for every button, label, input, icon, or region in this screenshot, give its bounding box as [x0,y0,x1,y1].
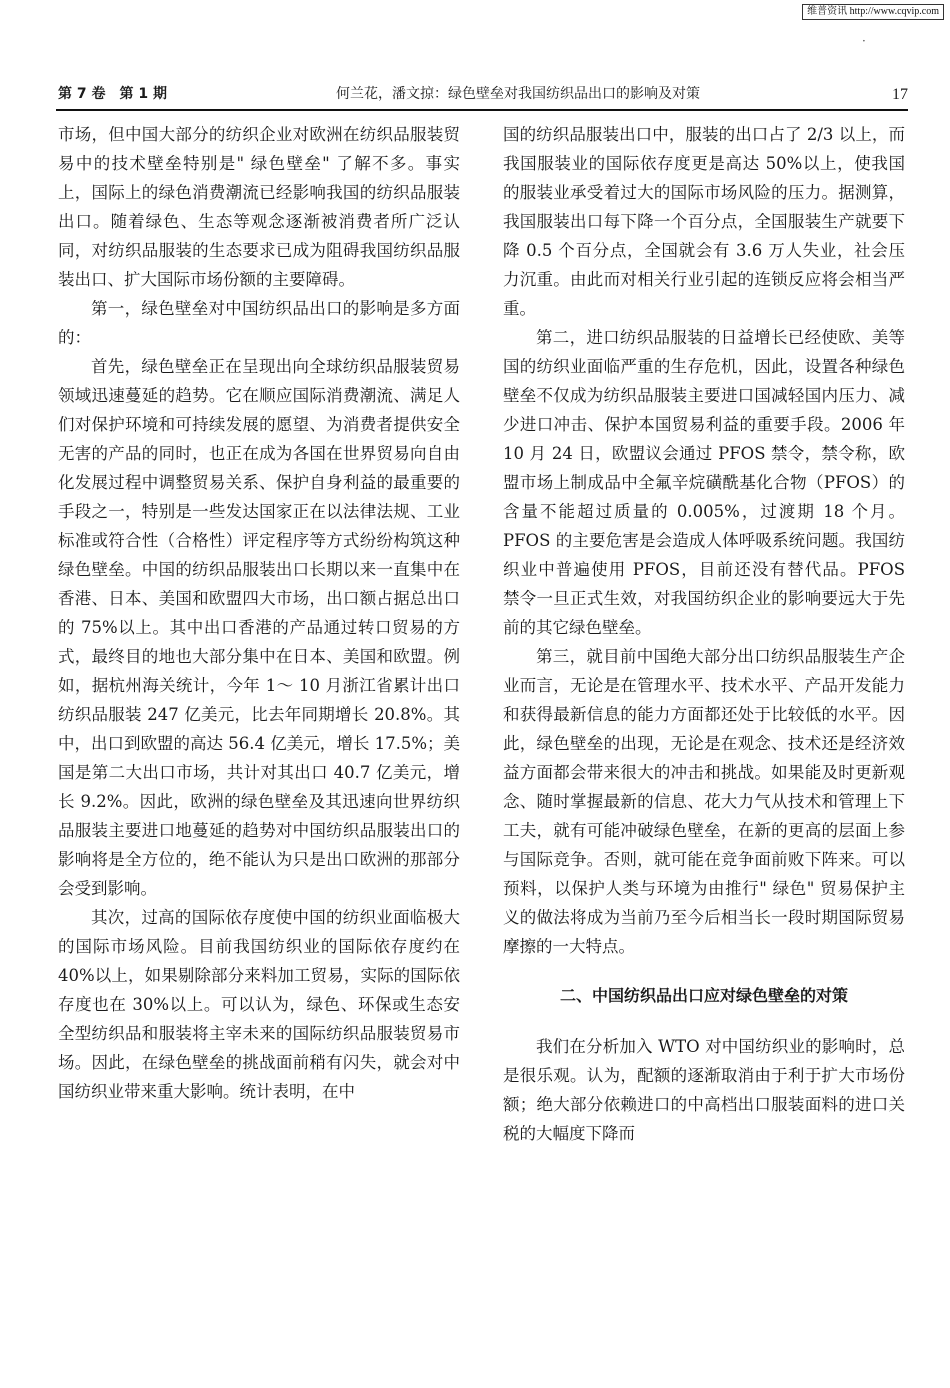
running-title: 何兰花，潘文掠：绿色壁垒对我国纺织品出口的影响及对策 [336,86,700,102]
page-number: 17 [892,86,908,103]
paragraph: 第三，就目前中国绝大部分出口纺织品服装生产企业而言，无论是在管理水平、技术水平、产品开发能力和获得最新信息的能力方面都还处于比较低的水平。因此，绿色壁垒的出现，无论是在观念、技术还是经济效益方面都会带来很大的冲击和挑战。如果能及时更新观念、随时掌握最新的信息、花大力气从技术和管理上下工夫，就有可能冲破绿色壁垒，在新的更高的层面上参与国际竞争。否则，就可能在竞争面前败下阵来。可以预料，以保护人类与环境为由推行" 绿色" 贸易保护主义的做法将成为当前乃至今后相当长一段时期国际贸易摩擦的一大特点。 [503,647,905,956]
paragraph: 国的纺织品服装出口中，服装的出口占了 2/3 以上，而我国服装业的国际依存度更是高达 50%以上，使我国的服装业承受着过大的国际市场风险的压力。据测算，我国服装出口每下降一个百分点，全国服装生产就要下降 0.5 个百分点，全国就会有 3.6 万人失业，社会压力沉重。由此而对相关行业引起的连锁反应将会相当严重。 [503,125,905,318]
paragraph: 我们在分析加入 WTO 对中国纺织业的影响时，总是很乐观。认为，配额的逐渐取消由于利于扩大市场份额；绝大部分依赖进口的中高档出口服装面料的进口关税的大幅度下降而 [503,1037,905,1143]
volume-issue: 第 7 卷 第 1 期 [58,86,167,102]
header-rule [56,109,908,111]
scan-speck: · [862,34,866,48]
paragraph: 第一，绿色壁垒对中国纺织品出口的影响是多方面的： [58,299,460,347]
section-heading: 二、中国纺织品出口应对绿色壁垒的对策 [559,986,848,1005]
left-column [58,120,460,1106]
paragraph: 第二，进口纺织品服装的日益增长已经使欧、美等国的纺织业面临严重的生存危机，因此，设置各种绿色壁垒不仅成为纺织品服装主要进口国减轻国内压力、减少进口冲击、保护本国贸易利益的重要手段。2006 年 10 月 24 日，欧盟议会通过 PFOS 禁令，禁令称，欧盟市场上制成品中全氟辛烷磺酰基化合物（PFOS）的含量不能超过质量的 0.005%，过渡期 18 个月。PFOS 的主要危害是会造成人体呼吸系统问题。我国纺织业中普遍使用 PFOS，目前还没有替代品。PFOS 禁令一旦正式生效，对我国纺织企业的影响要远大于先前的其它绿色壁垒。 [503,328,905,637]
paragraph: 市场，但中国大部分的纺织企业对欧洲在纺织品服装贸易中的技术壁垒特别是" 绿色壁垒" 了解不多。事实上，国际上的绿色消费潮流已经影响我国的纺织品服装出口。随着绿色、生态等观念逐渐被消费者所广泛认同，对纺织品服装的生态要求已成为阻碍我国纺织品服装出口、扩大国际市场份额的主要障碍。 [58,125,460,289]
paragraph: 首先，绿色壁垒正在呈现出向全球纺织品服装贸易领域迅速蔓延的趋势。它在顺应国际消费潮流、满足人们对保护环境和可持续发展的愿望、为消费者提供安全无害的产品的同时，也正在成为各国在世界贸易向自由化发展过程中调整贸易关系、保护自身利益的最重要的手段之一，特别是一些发达国家正在以法律法规、工业标准或符合性（合格性）评定程序等方式纷纷构筑这种绿色壁垒。中国的纺织品服装出口长期以来一直集中在香港、日本、美国和欧盟四大市场，出口额占据总出口的 75%以上。其中出口香港的产品通过转口贸易的方式，最终目的地也大部分集中在日本、美国和欧盟。例如，据杭州海关统计，今年 1～ 10 月浙江省累计出口纺织品服装 247 亿美元，比去年同期增长 20.8%。其中，出口到欧盟的高达 56.4 亿美元，增长 17.5%；美国是第二大出口市场，共计对其出口 40.7 亿美元，增长 9.2%。因此，欧洲的绿色壁垒及其迅速向世界纺织品服装主要进口地蔓延的趋势对中国纺织品服装出口的影响将是全方位的，绝不能认为只是出口欧洲的那部分会受到影响。 [58,357,460,898]
right-column [503,120,905,1148]
running-header [58,80,908,106]
watermark-stamp: 维普资讯 http://www.cqvip.com [802,4,944,20]
paragraph: 其次，过高的国际依存度使中国的纺织业面临极大的国际市场风险。目前我国纺织业的国际依存度约在 40%以上，如果剔除部分来料加工贸易，实际的国际依存度也在 30%以上。可以认为，绿色、环保或生态安全型纺织品和服装将主宰未来的国际纺织品服装贸易市场。因此，在绿色壁垒的挑战面前稍有闪失，就会对中国纺织业带来重大影响。统计表明，在中 [58,908,460,1101]
